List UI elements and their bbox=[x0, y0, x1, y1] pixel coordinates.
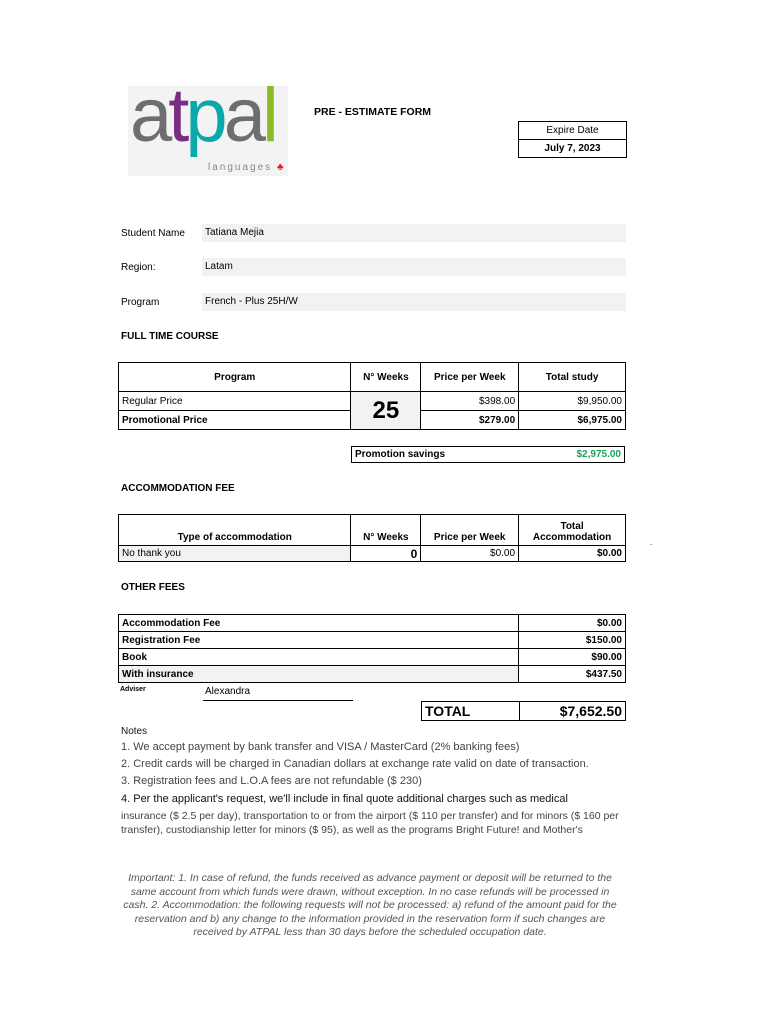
expire-date-value: July 7, 2023 bbox=[544, 143, 601, 154]
promotion-savings bbox=[351, 446, 625, 463]
fee-row-label: Accommodation Fee bbox=[119, 615, 519, 632]
fee-row-value: $437.50 bbox=[519, 666, 626, 683]
col-program: Program bbox=[119, 363, 351, 392]
student-name-field[interactable]: Tatiana Mejia bbox=[202, 224, 626, 242]
note-3: 3. Registration fees and L.O.A fees are not refundable ($ 230) bbox=[121, 775, 422, 787]
atpal-logo bbox=[128, 73, 288, 176]
total-value: $7,652.50 bbox=[559, 703, 622, 719]
logo-wordmark: atpal bbox=[130, 73, 275, 158]
col-weeks: N° Weeks bbox=[351, 363, 421, 392]
important-notice: Important: 1. In case of refund, the funds received as advance payment or deposit will be returned to the same account from which funds were drawn, without exception. In no case refunds will be processed in cash. 2. Accommodation: the following requests will not be processed: a) refund of the amount paid for the reservation and b) any change to the information provided in the reservation form if such changes are received by ATPAL less than 30 days before the scheduled occupation date. bbox=[123, 872, 617, 938]
col-accommodation-weeks: N° Weeks bbox=[351, 515, 421, 546]
region-label: Region: bbox=[121, 262, 156, 273]
promo-price-label: Promotional Price bbox=[119, 411, 351, 430]
fee-row-label: Registration Fee bbox=[119, 632, 519, 649]
form-title: PRE - ESTIMATE FORM bbox=[314, 106, 432, 118]
logo-subtitle bbox=[208, 162, 286, 173]
accommodation-ppw: $0.00 bbox=[421, 546, 519, 562]
full-time-course-title: FULL TIME COURSE bbox=[121, 331, 219, 342]
note-1: 1. We accept payment by bank transfer and VISA / MasterCard (2% banking fees) bbox=[121, 741, 520, 753]
stray-mark: . bbox=[650, 538, 653, 547]
total-label: TOTAL bbox=[425, 703, 471, 719]
accommodation-total: $0.00 bbox=[519, 546, 626, 562]
total-divider bbox=[519, 702, 520, 720]
promo-total: $6,975.00 bbox=[519, 411, 626, 430]
accommodation-table bbox=[118, 514, 626, 562]
program-field[interactable]: French - Plus 25H/W bbox=[202, 293, 626, 311]
col-total-study: Total study bbox=[519, 363, 626, 392]
regular-ppw: $398.00 bbox=[421, 392, 519, 411]
regular-price-label: Regular Price bbox=[119, 392, 351, 411]
col-accommodation-ppw: Price per Week bbox=[421, 515, 519, 546]
promo-ppw: $279.00 bbox=[421, 411, 519, 430]
accommodation-fee-title: ACCOMMODATION FEE bbox=[121, 483, 235, 494]
course-table bbox=[118, 362, 626, 430]
fee-row-value: $150.00 bbox=[519, 632, 626, 649]
adviser-underline bbox=[203, 700, 353, 701]
note-4-continued: insurance ($ 2.5 per day), transportation to or from the airport ($ 110 per transfer) and for minors ($ 160 per transfer), custodianship letter for minors ($ 95), as well as the programs Bright Future! and Mother's bbox=[121, 810, 619, 836]
fee-row-value: $0.00 bbox=[519, 615, 626, 632]
expire-date-box bbox=[518, 121, 627, 158]
col-total-accommodation: Total Accommodation bbox=[519, 515, 626, 546]
fee-row-label: Book bbox=[119, 649, 519, 666]
program-label: Program bbox=[121, 297, 160, 308]
note-4: 4. Per the applicant's request, we'll include in final quote additional charges such as medical bbox=[121, 793, 568, 805]
region-field[interactable]: Latam bbox=[202, 258, 626, 276]
logo-sub-text: languages bbox=[208, 162, 273, 173]
total-box bbox=[421, 701, 626, 721]
student-name-label: Student Name bbox=[121, 228, 185, 239]
col-accommodation-type: Type of accommodation bbox=[119, 515, 351, 546]
fee-row-label: With insurance bbox=[119, 666, 519, 683]
promotion-savings-label: Promotion savings bbox=[355, 449, 446, 460]
promotion-savings-value: $2,975.00 bbox=[576, 449, 621, 460]
maple-leaf-icon: ♣ bbox=[276, 162, 286, 173]
fee-row-value: $90.00 bbox=[519, 649, 626, 666]
expire-date-label: Expire Date bbox=[519, 122, 626, 140]
accommodation-weeks: 0 bbox=[351, 546, 421, 562]
course-weeks: 25 bbox=[351, 392, 421, 430]
regular-total: $9,950.00 bbox=[519, 392, 626, 411]
note-2: 2. Credit cards will be charged in Canadian dollars at exchange rate valid on date of transaction. bbox=[121, 758, 589, 770]
other-fees-title: OTHER FEES bbox=[121, 582, 185, 593]
col-price-per-week: Price per Week bbox=[421, 363, 519, 392]
other-fees-table bbox=[118, 614, 626, 683]
adviser-label: Adviser bbox=[120, 686, 146, 693]
accommodation-type: No thank you bbox=[119, 546, 351, 562]
notes-title: Notes bbox=[121, 726, 148, 737]
adviser-value: Alexandra bbox=[205, 686, 251, 697]
